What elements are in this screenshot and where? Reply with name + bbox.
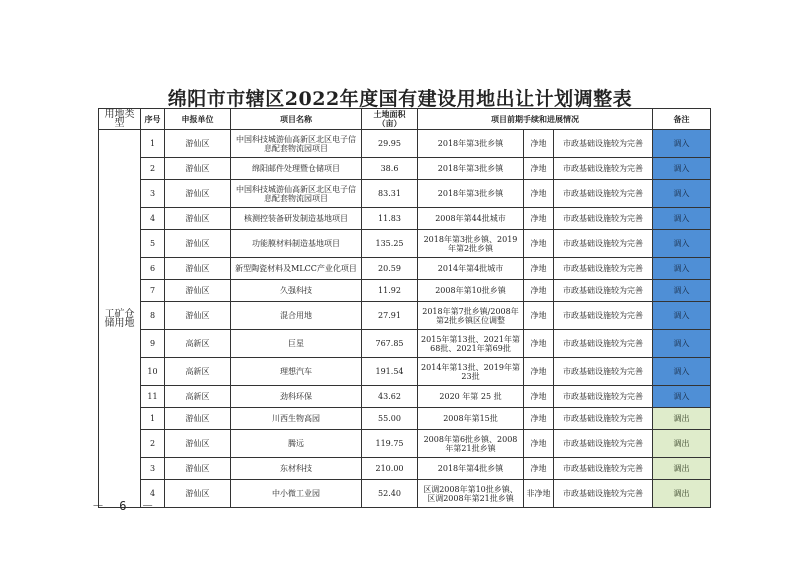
row-batch-cell: 2014年第4批城市 (418, 258, 524, 280)
row-batch-cell: 2014年第13批、2019年第23批 (418, 358, 524, 386)
table-row (99, 158, 711, 180)
row-note-cell: 调入 (653, 358, 711, 386)
row-note-cell: 调出 (653, 458, 711, 480)
row-batch-cell: 2008年第6批乡镇、2008年第21批乡镇 (418, 430, 524, 458)
row-unit-cell: 高新区 (165, 358, 231, 386)
table-row (99, 258, 711, 280)
row-project-cell: 川西生物高园 (231, 408, 362, 430)
row-area-cell: 119.75 (362, 430, 418, 458)
row-batch-cell: 2018年第3批乡镇 (418, 180, 524, 208)
row-project-cell: 理想汽车 (231, 358, 362, 386)
row-project-cell: 混合用地 (231, 302, 362, 330)
row-unit-cell: 高新区 (165, 330, 231, 358)
row-note-cell: 调入 (653, 130, 711, 158)
row-infra-cell: 市政基础设施较为完善 (554, 258, 653, 280)
row-land-status-cell: 净地 (524, 258, 554, 280)
header-seq: 序号 (141, 109, 165, 130)
row-land-status-cell: 净地 (524, 458, 554, 480)
row-project-cell: 绵阳邮件处理暨仓储项目 (231, 158, 362, 180)
row-unit-cell: 高新区 (165, 386, 231, 408)
table-row (99, 302, 711, 330)
row-area-cell: 20.59 (362, 258, 418, 280)
row-seq-cell: 1 (141, 130, 165, 158)
row-infra-cell: 市政基础设施较为完善 (554, 208, 653, 230)
row-infra-cell: 市政基础设施较为完善 (554, 280, 653, 302)
row-note-cell: 调入 (653, 280, 711, 302)
row-land-status-cell: 净地 (524, 302, 554, 330)
row-note-cell: 调入 (653, 208, 711, 230)
row-unit-cell: 游仙区 (165, 302, 231, 330)
row-project-cell: 中国科技城游仙高新区北区电子信息配套物流园项目 (231, 180, 362, 208)
table-row (99, 358, 711, 386)
row-unit-cell: 游仙区 (165, 258, 231, 280)
row-unit-cell: 游仙区 (165, 480, 231, 508)
row-seq-cell: 10 (141, 358, 165, 386)
row-seq-cell: 2 (141, 430, 165, 458)
row-note-cell: 调入 (653, 330, 711, 358)
row-land-status-cell: 净地 (524, 408, 554, 430)
row-note-cell: 调入 (653, 258, 711, 280)
row-unit-cell: 游仙区 (165, 430, 231, 458)
row-seq-cell: 7 (141, 280, 165, 302)
row-infra-cell: 市政基础设施较为完善 (554, 230, 653, 258)
row-unit-cell: 游仙区 (165, 230, 231, 258)
row-seq-cell: 11 (141, 386, 165, 408)
row-seq-cell: 6 (141, 258, 165, 280)
row-note-cell: 调入 (653, 302, 711, 330)
row-unit-cell: 游仙区 (165, 158, 231, 180)
row-area-cell: 11.83 (362, 208, 418, 230)
row-land-status-cell: 净地 (524, 386, 554, 408)
table-row (99, 430, 711, 458)
table-row (99, 330, 711, 358)
row-infra-cell: 市政基础设施较为完善 (554, 358, 653, 386)
row-area-cell: 27.91 (362, 302, 418, 330)
row-batch-cell: 2018年第3批乡镇、2019年第2批乡镇 (418, 230, 524, 258)
row-land-status-cell: 净地 (524, 180, 554, 208)
row-seq-cell: 9 (141, 330, 165, 358)
row-infra-cell: 市政基础设施较为完善 (554, 480, 653, 508)
page-number: － 6 － (92, 499, 158, 513)
land-plan-table (98, 108, 711, 508)
row-note-cell: 调入 (653, 180, 711, 208)
row-infra-cell: 市政基础设施较为完善 (554, 158, 653, 180)
header-land-type: 用地类型 (99, 109, 141, 130)
row-project-cell: 新型陶瓷材料及MLCC产业化项目 (231, 258, 362, 280)
row-area-cell: 55.00 (362, 408, 418, 430)
row-land-status-cell: 净地 (524, 208, 554, 230)
row-batch-cell: 2008年第10批乡镇 (418, 280, 524, 302)
row-batch-cell: 2018年第4批乡镇 (418, 458, 524, 480)
row-infra-cell: 市政基础设施较为完善 (554, 458, 653, 480)
row-unit-cell: 游仙区 (165, 130, 231, 158)
row-area-cell: 52.40 (362, 480, 418, 508)
table-row (99, 458, 711, 480)
row-unit-cell: 游仙区 (165, 408, 231, 430)
row-project-cell: 久强科技 (231, 280, 362, 302)
row-note-cell: 调入 (653, 386, 711, 408)
row-project-cell: 中小微工业园 (231, 480, 362, 508)
row-infra-cell: 市政基础设施较为完善 (554, 430, 653, 458)
row-batch-cell: 区调2008年第10批乡镇、区调2008年第21批乡镇 (418, 480, 524, 508)
row-project-cell: 东材科技 (231, 458, 362, 480)
row-seq-cell: 3 (141, 458, 165, 480)
row-infra-cell: 市政基础设施较为完善 (554, 302, 653, 330)
row-seq-cell: 8 (141, 302, 165, 330)
table-row (99, 230, 711, 258)
row-note-cell: 调出 (653, 480, 711, 508)
row-area-cell: 38.6 (362, 158, 418, 180)
table-row (99, 180, 711, 208)
row-area-cell: 11.92 (362, 280, 418, 302)
row-seq-cell: 2 (141, 158, 165, 180)
header-procedures: 项目前期手续和进展情况 (418, 109, 653, 130)
row-infra-cell: 市政基础设施较为完善 (554, 180, 653, 208)
table-row (99, 208, 711, 230)
row-batch-cell: 2008年第44批城市 (418, 208, 524, 230)
row-area-cell: 135.25 (362, 230, 418, 258)
row-unit-cell: 游仙区 (165, 280, 231, 302)
row-batch-cell: 2020 年第 25 批 (418, 386, 524, 408)
row-infra-cell: 市政基础设施较为完善 (554, 330, 653, 358)
header-project: 项目名称 (231, 109, 362, 130)
row-land-status-cell: 净地 (524, 358, 554, 386)
table-row (99, 408, 711, 430)
row-project-cell: 腾远 (231, 430, 362, 458)
row-infra-cell: 市政基础设施较为完善 (554, 408, 653, 430)
row-land-status-cell: 净地 (524, 130, 554, 158)
row-note-cell: 调出 (653, 408, 711, 430)
row-seq-cell: 4 (141, 208, 165, 230)
row-note-cell: 调入 (653, 158, 711, 180)
row-area-cell: 43.62 (362, 386, 418, 408)
row-batch-cell: 2018年第3批乡镇 (418, 158, 524, 180)
row-land-status-cell: 净地 (524, 330, 554, 358)
row-project-cell: 巨星 (231, 330, 362, 358)
table-row (99, 130, 711, 158)
row-land-status-cell: 净地 (524, 230, 554, 258)
row-unit-cell: 游仙区 (165, 208, 231, 230)
row-area-cell: 83.31 (362, 180, 418, 208)
table-row (99, 480, 711, 508)
row-seq-cell: 4 (141, 480, 165, 508)
header-unit: 申报单位 (165, 109, 231, 130)
land-type-cell: 工矿仓储用地 (99, 130, 141, 508)
row-note-cell: 调入 (653, 230, 711, 258)
row-unit-cell: 游仙区 (165, 458, 231, 480)
row-project-cell: 功能膜材料制造基地项目 (231, 230, 362, 258)
row-infra-cell: 市政基础设施较为完善 (554, 386, 653, 408)
row-area-cell: 29.95 (362, 130, 418, 158)
table-header-row (99, 109, 711, 130)
row-unit-cell: 游仙区 (165, 180, 231, 208)
header-note: 备注 (653, 109, 711, 130)
row-seq-cell: 5 (141, 230, 165, 258)
row-note-cell: 调出 (653, 430, 711, 458)
row-batch-cell: 2015年第13批、2021年第68批、2021年第69批 (418, 330, 524, 358)
row-area-cell: 191.54 (362, 358, 418, 386)
row-project-cell: 中国科技城游仙高新区北区电子信息配套物流园项目 (231, 130, 362, 158)
row-project-cell: 劲科环保 (231, 386, 362, 408)
row-batch-cell: 2018年第7批乡镇/2008年第2批乡镇区位调整 (418, 302, 524, 330)
table-row (99, 280, 711, 302)
row-land-status-cell: 净地 (524, 280, 554, 302)
row-batch-cell: 2008年第15批 (418, 408, 524, 430)
row-land-status-cell: 非净地 (524, 480, 554, 508)
row-land-status-cell: 净地 (524, 158, 554, 180)
row-batch-cell: 2018年第3批乡镇 (418, 130, 524, 158)
table-row (99, 386, 711, 408)
header-area: 土地面积（亩） (362, 109, 418, 130)
row-area-cell: 767.85 (362, 330, 418, 358)
row-project-cell: 核测控装备研发制造基地项目 (231, 208, 362, 230)
row-land-status-cell: 净地 (524, 430, 554, 458)
page-title: 绵阳市市辖区2022年度国有建设用地出让计划调整表 (167, 88, 633, 110)
row-infra-cell: 市政基础设施较为完善 (554, 130, 653, 158)
row-seq-cell: 3 (141, 180, 165, 208)
row-seq-cell: 1 (141, 408, 165, 430)
row-area-cell: 210.00 (362, 458, 418, 480)
